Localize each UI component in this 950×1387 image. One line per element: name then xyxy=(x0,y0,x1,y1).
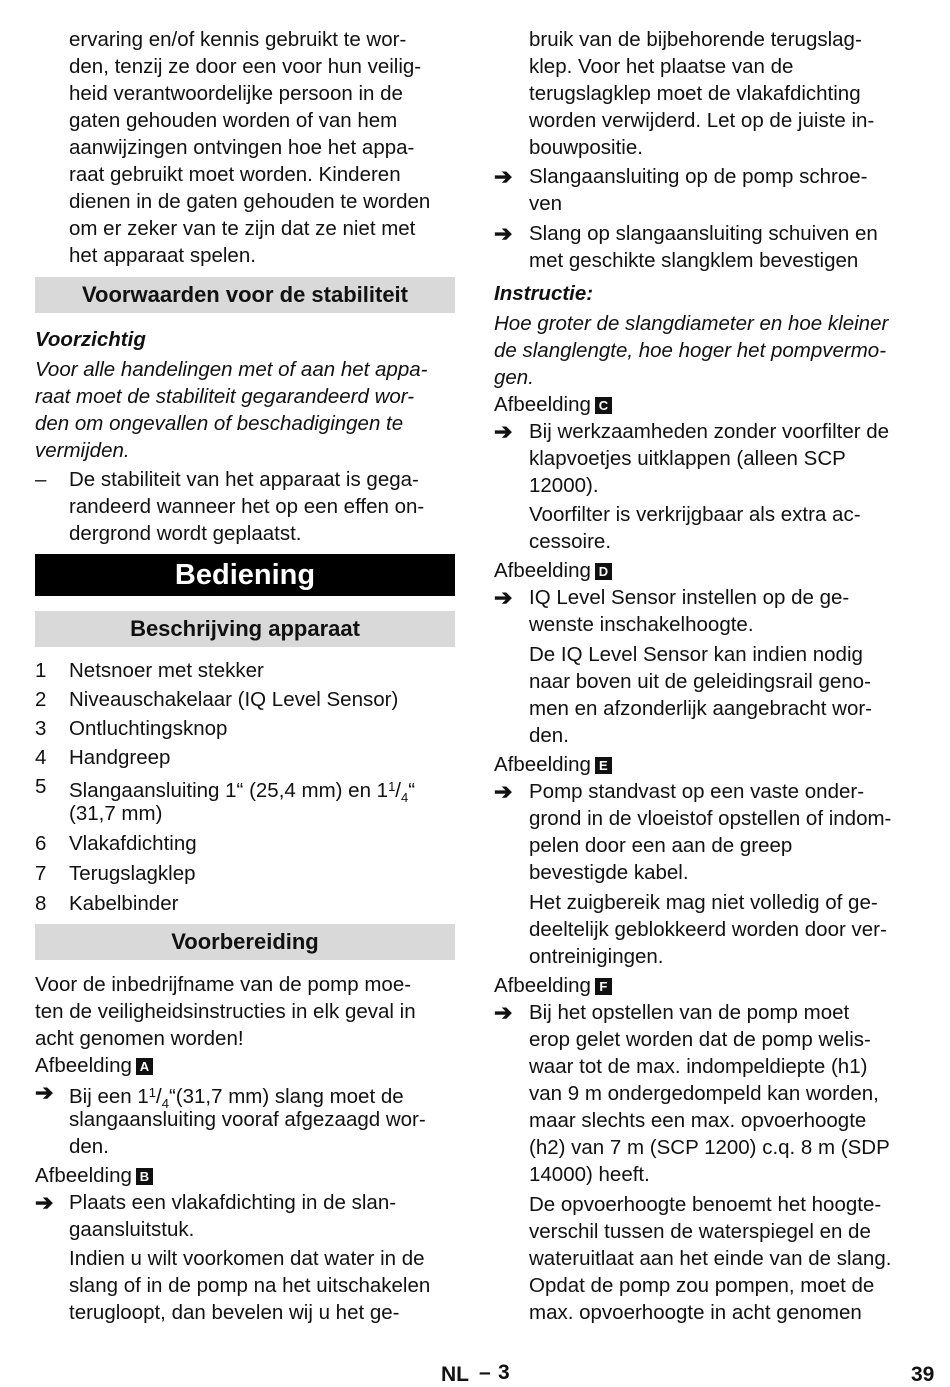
text-line: wenste inschakelhoogte. xyxy=(529,613,754,636)
part-label xyxy=(69,773,416,805)
text-line: ontreinigingen. xyxy=(529,945,664,968)
figure-label: Afbeelding xyxy=(35,1054,132,1077)
text-line: het apparaat spelen. xyxy=(69,244,256,267)
text-line: bevestigde kabel. xyxy=(529,861,689,884)
text-line: heid verantwoordelijke persoon in de xyxy=(69,82,403,105)
fraction-numerator: 1 xyxy=(388,779,396,794)
caution-line: raat moet de stabiliteit gegarandeerd wor- xyxy=(35,385,415,408)
text-line: maar slechts een max. opvoerhoogte xyxy=(529,1109,867,1132)
text-line: wateruitlaat aan het einde van de slang. xyxy=(529,1247,892,1270)
text-line: raat gebruikt moet worden. Kinderen xyxy=(69,163,401,186)
arrow-right-icon: ➔ xyxy=(35,1080,54,1105)
part-number: 3 xyxy=(35,717,47,740)
figure-label: Afbeelding xyxy=(494,559,591,582)
fraction-numerator: 1 xyxy=(148,1085,157,1100)
arrow-right-icon: ➔ xyxy=(35,1190,54,1215)
figure-reference-b xyxy=(35,1162,153,1189)
text-line: 14000) heeft. xyxy=(529,1163,650,1186)
part-label: Netsnoer met stekker xyxy=(69,659,264,682)
text-line: cessoire. xyxy=(529,530,612,553)
fraction-slash: / xyxy=(395,779,401,802)
text-line: deeltelijk geblokkeerd worden door ver- xyxy=(529,918,887,941)
text-line: Bij het opstellen van de pomp moet xyxy=(529,1001,850,1024)
figure-badge-c: C xyxy=(595,397,612,414)
preparation-heading: Voorbereiding xyxy=(35,924,455,960)
figure-reference-d xyxy=(494,557,612,584)
text-line: Bij werkzaamheden zonder voorfilter de xyxy=(529,420,890,443)
text-line: dergrond wordt geplaatst. xyxy=(69,522,302,545)
text-line: klapvoetjes uitklappen (alleen SCP xyxy=(529,447,846,470)
text-line: van 9 m ondergedompeld kan worden, xyxy=(529,1082,879,1105)
text-span: Bij een 1 xyxy=(69,1085,149,1108)
figure-badge-b: B xyxy=(136,1168,153,1185)
figure-label: Afbeelding xyxy=(35,1164,132,1187)
part-label: Handgreep xyxy=(69,746,171,769)
figure-label: Afbeelding xyxy=(494,974,591,997)
text-line: ven xyxy=(529,192,563,215)
instruction-line: gen. xyxy=(494,366,534,389)
part-label: Terugslagklep xyxy=(69,862,196,885)
text-line: slangaansluiting vooraf afgezaagd wor- xyxy=(69,1108,426,1131)
dash-bullet: – xyxy=(35,468,47,491)
text-line: Pomp standvast op een vaste onder- xyxy=(529,780,865,803)
instruction-label: Instructie: xyxy=(494,282,594,305)
text-line: terugslagklep moet de vlakafdichting xyxy=(529,82,861,105)
instruction-line: Hoe groter de slangdiameter en hoe kleiner xyxy=(494,312,889,335)
operation-heading: Bediening xyxy=(35,554,455,596)
text-line: om er zeker van te zijn dat ze niet met xyxy=(69,217,416,240)
part-label-text: Slangaansluiting 1“ (25,4 mm) en 1 xyxy=(69,779,389,802)
figure-reference-c xyxy=(494,391,612,418)
part-number: 8 xyxy=(35,892,47,915)
arrow-right-icon: ➔ xyxy=(494,221,513,246)
footer-section-page: 3 xyxy=(498,1361,510,1384)
text-line: ten de veiligheidsinstructies in elk geval in xyxy=(35,1000,416,1023)
stability-heading: Voorwaarden voor de stabiliteit xyxy=(35,277,455,313)
text-line: Opdat de pomp zou pompen, moet de xyxy=(529,1274,875,1297)
text-line: Het zuigbereik mag niet volledig of ge- xyxy=(529,891,878,914)
page-number: 39 xyxy=(911,1363,935,1386)
figure-badge-d: D xyxy=(595,563,612,580)
figure-badge-a: A xyxy=(136,1058,153,1075)
text-line: Voor de inbedrijfname van de pomp moe- xyxy=(35,973,412,996)
part-label: Ontluchtingsknop xyxy=(69,717,228,740)
figure-badge-e: E xyxy=(595,757,612,774)
text-line: ervaring en/of kennis gebruikt te wor- xyxy=(69,28,407,51)
text-line: pelen door een aan de greep xyxy=(529,834,793,857)
part-number: 1 xyxy=(35,659,47,682)
text-line: Slang op slangaansluiting schuiven en xyxy=(529,222,878,245)
part-number: 7 xyxy=(35,862,47,885)
part-label: Niveauschakelaar (IQ Level Sensor) xyxy=(69,688,399,711)
fraction-denominator: 4 xyxy=(401,790,409,805)
fraction-slash: / xyxy=(156,1085,162,1108)
text-line: slang of in de pomp na het uitschakelen xyxy=(69,1274,431,1297)
text-line: waar tot de max. indompeldiepte (h1) xyxy=(529,1055,868,1078)
part-label: Vlakafdichting xyxy=(69,832,197,855)
text-line: gaten gehouden worden of van hem xyxy=(69,109,398,132)
text-line: dienen in de gaten gehouden te worden xyxy=(69,190,431,213)
text-line: bruik van de bijbehorende terugslag- xyxy=(529,28,862,51)
footer-language: NL xyxy=(441,1363,469,1386)
text-line: Indien u wilt voorkomen dat water in de xyxy=(69,1247,425,1270)
arrow-right-icon: ➔ xyxy=(494,585,513,610)
text-line: De IQ Level Sensor kan indien nodig xyxy=(529,643,863,666)
description-heading: Beschrijving apparaat xyxy=(35,611,455,647)
text-line: De opvoerhoogte benoemt het hoogte- xyxy=(529,1193,882,1216)
text-line: aanwijzingen ontvingen hoe het appa- xyxy=(69,136,415,159)
figure-reference-e xyxy=(494,751,612,778)
caution-line: Voor alle handelingen met of aan het appa- xyxy=(35,358,428,381)
text-line: den. xyxy=(529,724,569,747)
footer-dash: – xyxy=(479,1361,491,1384)
text-line: met geschikte slangklem bevestigen xyxy=(529,249,859,272)
text-line: Plaats een vlakafdichting in de slan- xyxy=(69,1191,397,1214)
figure-reference-a xyxy=(35,1052,153,1079)
figure-reference-f xyxy=(494,972,612,999)
arrow-right-icon: ➔ xyxy=(494,164,513,189)
text-line: 12000). xyxy=(529,474,599,497)
text-line: max. opvoerhoogte in acht genomen xyxy=(529,1301,862,1324)
figure-badge-f: F xyxy=(595,978,612,995)
fraction-denominator: 4 xyxy=(161,1096,169,1111)
text-span: “(31,7 mm) slang moet de xyxy=(168,1085,404,1108)
text-line: naar boven uit de geleidingsrail geno- xyxy=(529,670,871,693)
text-line: men en afzonderlijk aangebracht wor- xyxy=(529,697,872,720)
text-line: gaansluitstuk. xyxy=(69,1218,195,1241)
text-line: acht genomen worden! xyxy=(35,1027,244,1050)
text-line: klep. Voor het plaatse van de xyxy=(529,55,794,78)
part-number: 6 xyxy=(35,832,47,855)
part-number: 2 xyxy=(35,688,47,711)
part-number: 4 xyxy=(35,746,47,769)
text-line: grond in de vloeistof opstellen of indom- xyxy=(529,807,892,830)
text-line: Slangaansluiting op de pomp schroe- xyxy=(529,165,868,188)
arrow-right-icon: ➔ xyxy=(494,419,513,444)
text-line: randeerd wanneer het op een effen on- xyxy=(69,495,425,518)
text-line: bouwpositie. xyxy=(529,136,643,159)
instruction-line: de slanglengte, hoe hoger het pompvermo- xyxy=(494,339,887,362)
text-line: verschil tussen de waterspiegel en de xyxy=(529,1220,871,1243)
part-label-text: “ xyxy=(408,779,416,802)
part-label: (31,7 mm) xyxy=(69,802,163,825)
text-line: (h2) van 7 m (SCP 1200) c.q. 8 m (SDP xyxy=(529,1136,890,1159)
text-line: terugloopt, dan bevelen wij u het ge- xyxy=(69,1301,400,1324)
text-line: De stabiliteit van het apparaat is gega- xyxy=(69,468,419,491)
arrow-right-icon: ➔ xyxy=(494,1000,513,1025)
text-line: IQ Level Sensor instellen op de ge- xyxy=(529,586,850,609)
caution-line: den om ongevallen of beschadigingen te xyxy=(35,412,404,435)
part-label: Kabelbinder xyxy=(69,892,179,915)
text-line: worden verwijderd. Let op de juiste in- xyxy=(529,109,875,132)
caution-label: Voorzichtig xyxy=(35,328,146,351)
figure-label: Afbeelding xyxy=(494,753,591,776)
text-line: den, tenzij ze door een voor hun veilig- xyxy=(69,55,422,78)
arrow-right-icon: ➔ xyxy=(494,779,513,804)
text-line: erop gelet worden dat de pomp welis- xyxy=(529,1028,871,1051)
text-line xyxy=(69,1079,404,1111)
part-number: 5 xyxy=(35,775,47,798)
text-line: den. xyxy=(69,1135,109,1158)
text-line: Voorfilter is verkrijgbaar als extra ac- xyxy=(529,503,861,526)
figure-label: Afbeelding xyxy=(494,393,591,416)
caution-line: vermijden. xyxy=(35,439,130,462)
